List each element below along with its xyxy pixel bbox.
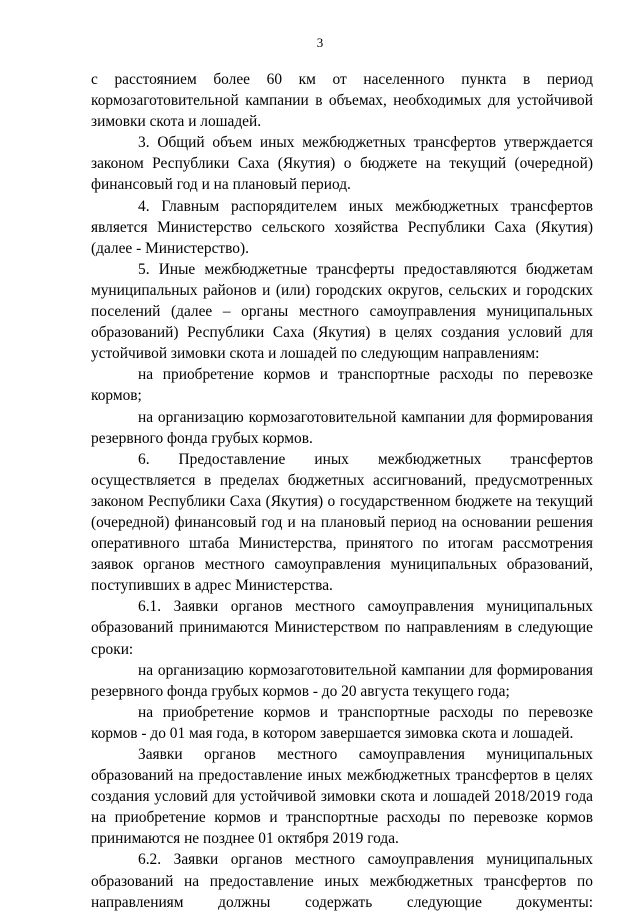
- paragraph-6-2-documents: 6.2. Заявки органов местного самоуправления муниципальных образований на предоставление иных межбюджетных трансфертов по направлениям должны содержать следующие документы:: [91, 851, 593, 911]
- paragraph-4-main-administrator: 4. Главным распорядителем иных межбюджетных трансфертов является Министерство сельского хозяйства Республики Саха (Якутия) (далее - Министерство).: [91, 197, 593, 257]
- paragraph-2018-2019-applications: Заявки органов местного самоуправления муниципальных образований на предоставление иных межбюджетных трансфертов в целях создания условий для устойчивой зимовки скота и лошадей 2018/2019 года на приобретение кормов и транспортные расходы по перевозке кормов принимаются не позднее 01 октября 2019 года.: [91, 746, 593, 848]
- document-body: [91, 69, 593, 913]
- deadline-feed-purchase: на приобретение кормов и транспортные расходы по перевозке кормов - до 01 мая года, в котором завершается зимовка скота и лошадей.: [91, 703, 593, 742]
- list-item-reserve-fund: на организацию кормозаготовительной кампании для формирования резервного фонда грубых кормов.: [91, 408, 593, 447]
- paragraph-6-provision: 6. Предоставление иных межбюджетных трансфертов осуществляется в пределах бюджетных ассигнований, предусмотренных законом Республики Саха (Якутия) о государственном бюджете на текущий (очередной) финансовый год и на плановый период на основании решения оперативного штаба Министерства, принятого по итогам рассмотрения заявок органов местного самоуправления муниципальных образований, поступивших в адрес Министерства.: [91, 450, 593, 595]
- paragraph-6-1-applications: 6.1. Заявки органов местного самоуправления муниципальных образований принимаются Министерством по направлениям в следующие сроки:: [91, 598, 593, 658]
- page-number: 3: [316, 35, 324, 50]
- paragraph-5-purpose: 5. Иные межбюджетные трансферты предоставляются бюджетам муниципальных районов и (или) городских округов, сельских и городских поселений (далее – органы местного самоуправления муниципальных образований) Республики Саха (Якутия) в целях создания условий для устойчивой зимовки скота и лошадей по следующим направлениям:: [91, 260, 593, 363]
- paragraph-continuation: с расстоянием более 60 км от населенного пункта в период кормозаготовительной кампании в объемах, необходимых для устойчивой зимовки скота и лошадей.: [91, 71, 593, 131]
- paragraph-3-total-volume: 3. Общий объем иных межбюджетных трансфертов утверждается законом Республики Саха (Якутия) о бюджете на текущий (очередной) финансовый год и на плановый период.: [91, 134, 593, 194]
- deadline-reserve-fund: на организацию кормозаготовительной кампании для формирования резервного фонда грубых кормов - до 20 августа текущего года;: [91, 661, 593, 700]
- list-item-feed-purchase: на приобретение кормов и транспортные расходы по перевозке кормов;: [91, 366, 593, 405]
